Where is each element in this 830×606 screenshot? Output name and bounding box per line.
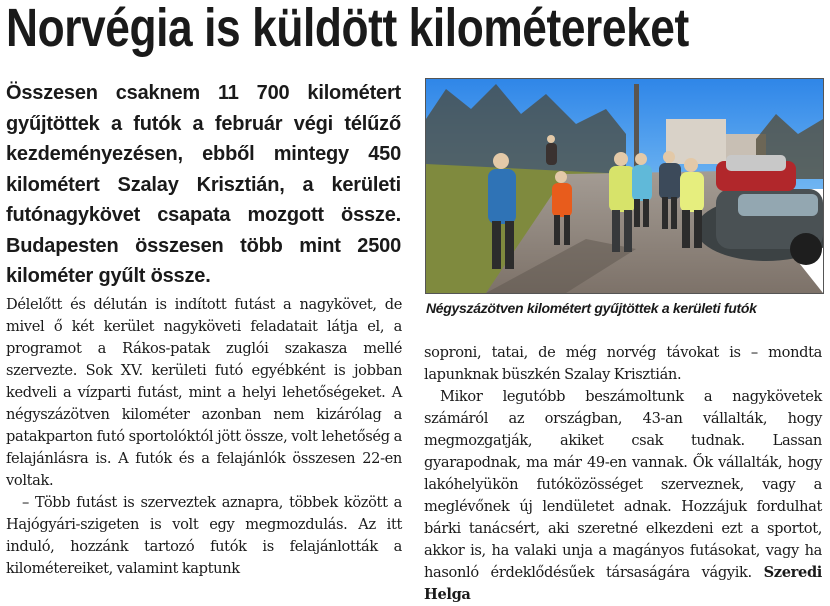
photo-car-window: [738, 194, 818, 216]
article-headline: Norvégia is küldött kilométereket: [6, 0, 689, 58]
photo-pole: [634, 84, 639, 179]
article-author: Szeredi Helga: [424, 564, 822, 603]
article-body-right: [424, 342, 822, 606]
body-paragraph: soproni, tatai, de még norvég távokat is – mondta lapunknak büszkén Szalay Krisztián.: [424, 344, 822, 383]
photo-car: [726, 155, 786, 171]
body-paragraph: [424, 386, 822, 606]
photo-caption: Négyszázötven kilométert gyűjtöttek a kerületi futók: [426, 300, 757, 316]
body-paragraph: Délelőtt és délután is indított futást a nagykövet, de mivel ő két kerület nagyköveti feladatait látja el, a programot a Rákos-patak zuglói szakasza mellé szervezte. Sok XV. kerületi futó egyébként is jobban kedveli a vízparti futást, mint a helyi lehetőségeket. A négyszázötven kilométer azonban nem kizárólag a patakparton futó sportolóktól jött össze, volt lehetőség a felajánlásra is. A futók és a felajánlók összesen 22-en voltak.: [6, 296, 402, 489]
body-paragraph-text: Mikor legutóbb beszámoltunk a nagykövetek számáról az országban, 43-an vállalták, hogy megmozgatják, akiket csak tudnak. Lassan gyarapodnak, ma már 49-en vannak. Ők vállalták, hogy lakóhelyükön futóközösséget szerveznek, vagy a meglévőnek új lendületet adnak. Hozzájuk fordulhat bárki tanácsért, aki szeretné elkezdeni ezt a sportot, akkor is, ha valaki unja a magányos futásokat, vagy ha hasonló érdeklődésűek társaságára vágyik.: [424, 388, 822, 581]
runners-photo: [425, 78, 824, 294]
article-body-left: [6, 294, 402, 580]
photo-building: [666, 119, 726, 164]
body-paragraph: – Több futást is szerveztek aznapra, többek között a Hajógyári-szigeten is volt egy megmozdulás. Az itt induló, hozzánk tartozó futók is felajánlották a kilométereiket, valamint kaptunk: [6, 494, 402, 577]
article-lead: Összesen csaknem 11 700 kilométert gyűjtöttek a futók a február végi télűző kezdeményezésen, ebből mintegy 450 kilométert Szalay Krisztián, a kerületi futónagykövet csapata mozgott össze. Budapesten összesen több mint 2500 kilométer gyűlt össze.: [6, 82, 401, 287]
photo-car-wheel: [790, 233, 822, 265]
